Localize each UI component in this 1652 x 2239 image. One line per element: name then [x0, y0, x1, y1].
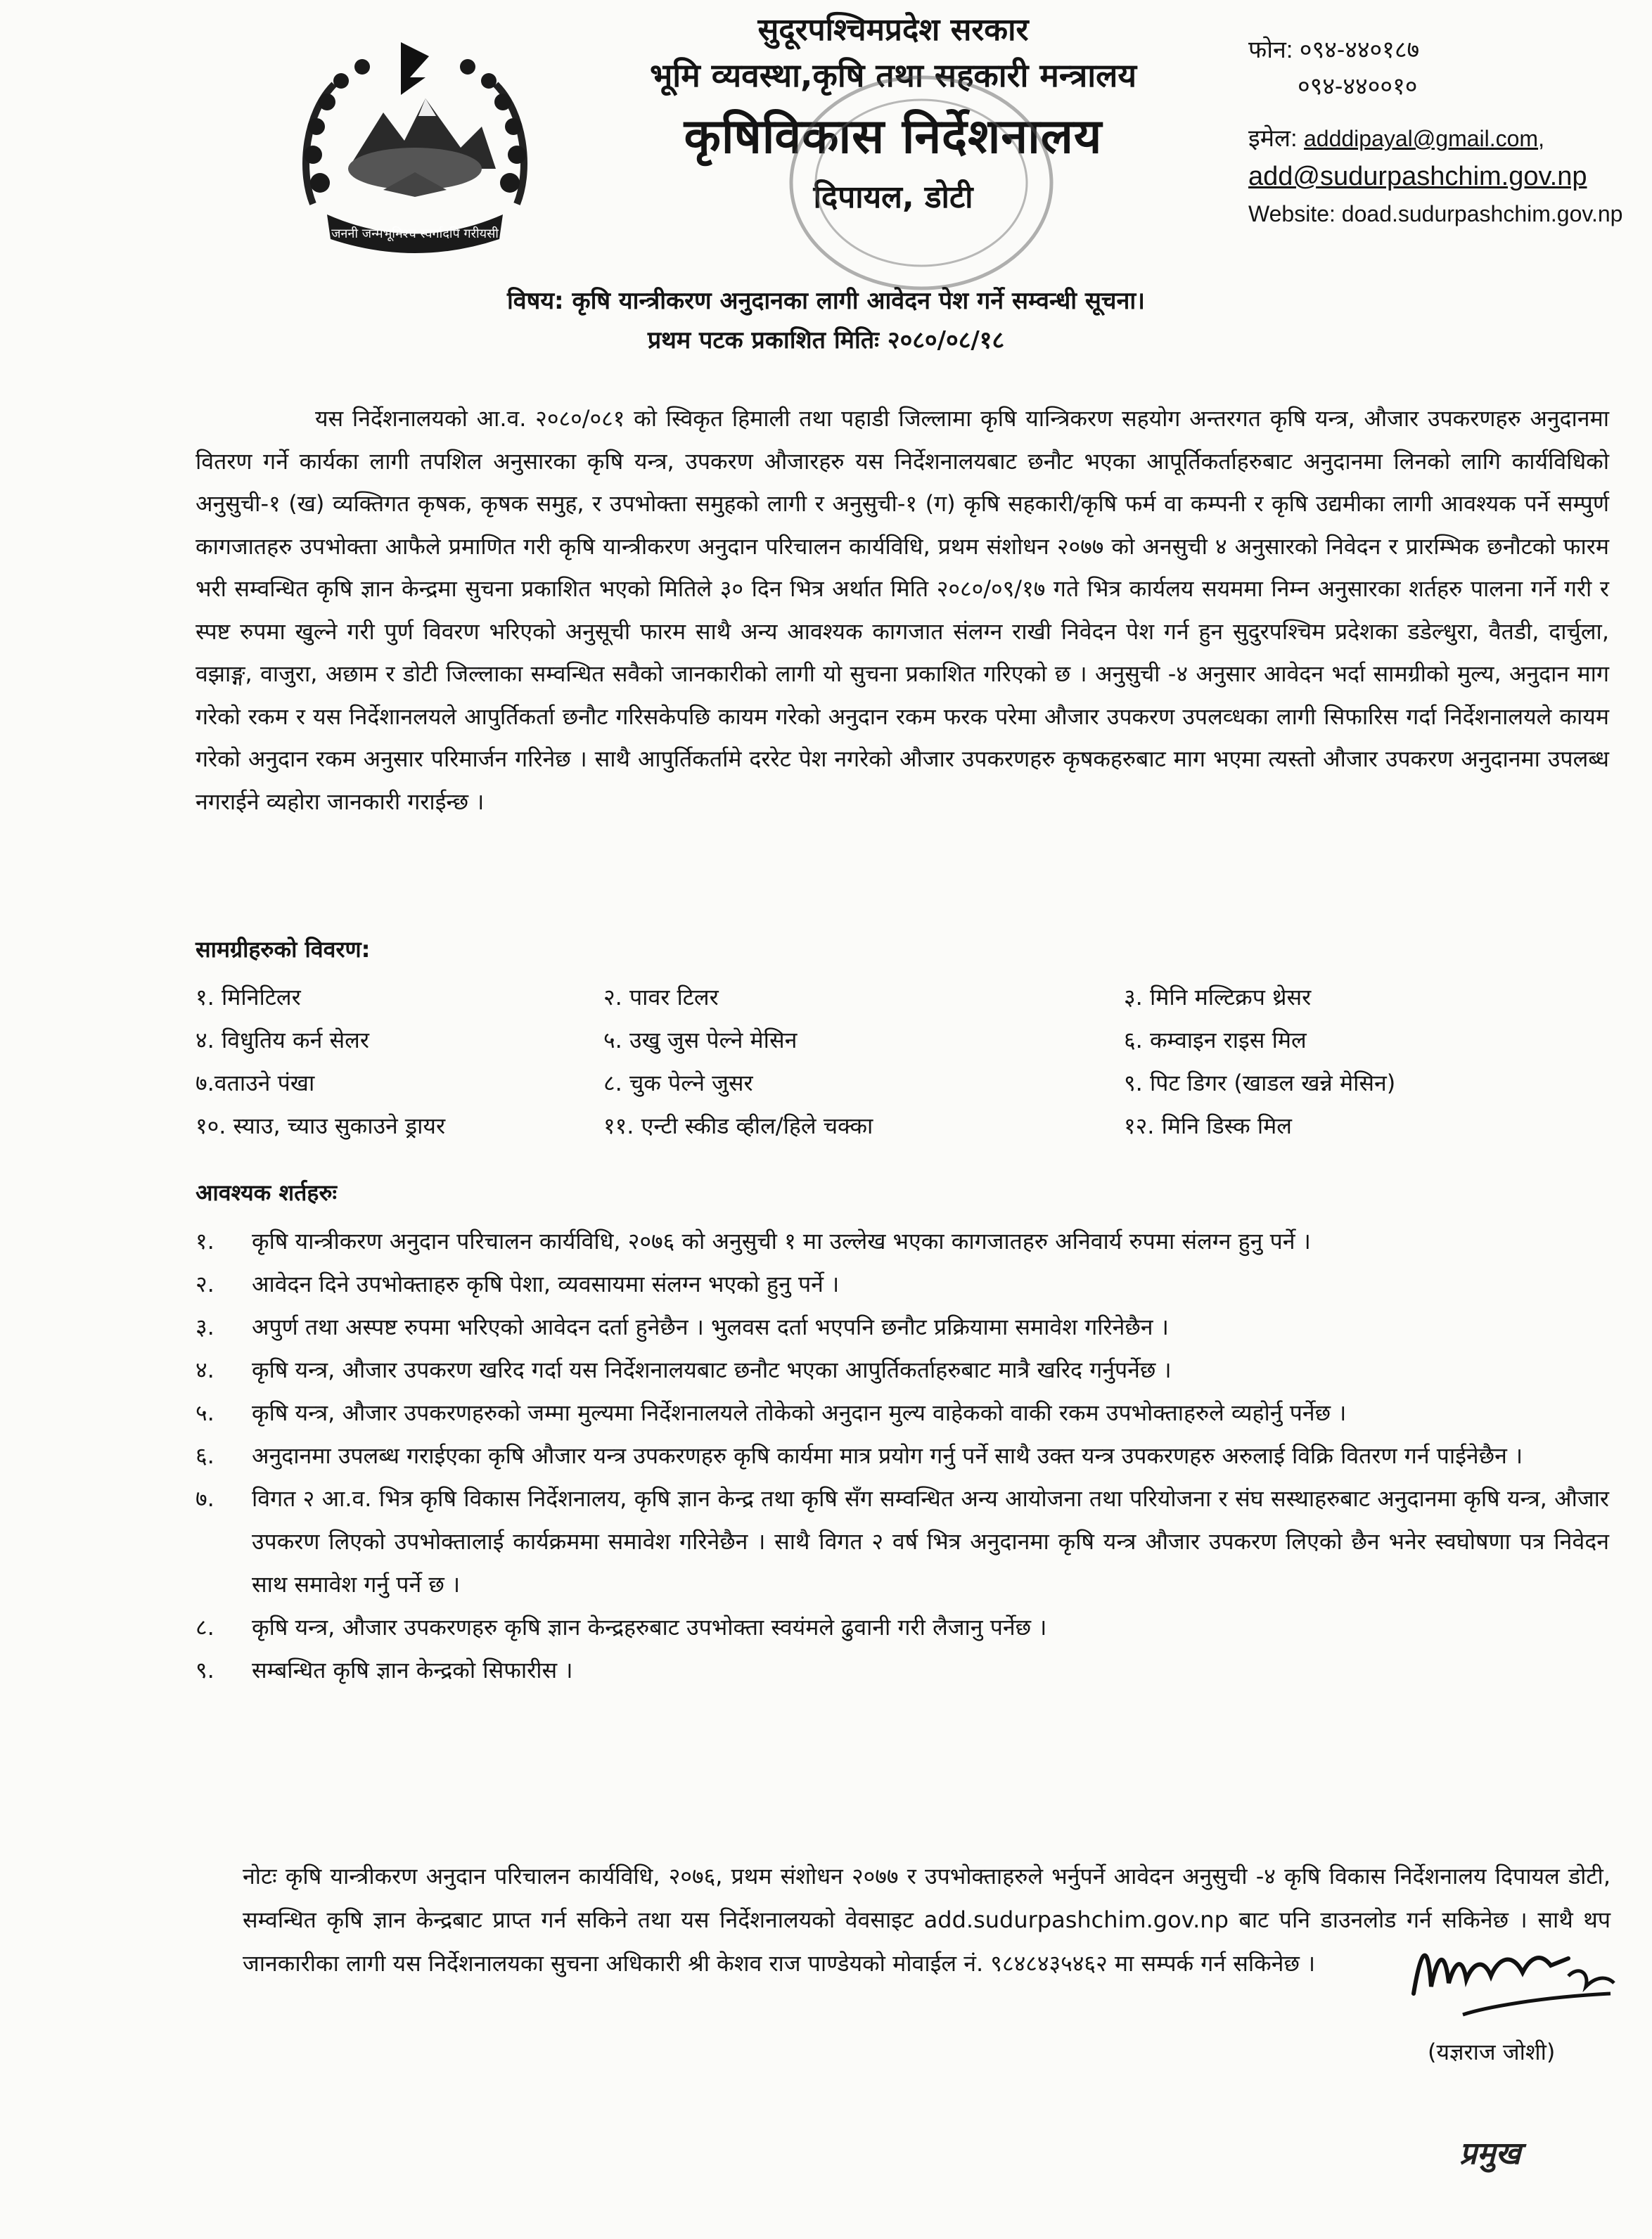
condition-number: ६. [196, 1442, 214, 1469]
materials-row [196, 1020, 1616, 1063]
signer-name: (यज्ञराज जोशी) [1428, 2039, 1556, 2065]
conditions-list [196, 1220, 1609, 1692]
phone-2: ०९४-४४००१० [1298, 73, 1418, 100]
condition-item [196, 1349, 1609, 1392]
condition-item [196, 1649, 1609, 1692]
condition-number: ३. [196, 1314, 214, 1340]
subject-block [176, 281, 1476, 360]
subject-title: विषय: कृषि यान्त्रीकरण अनुदानका लागी आवेदन पेश गर्ने सम्वन्धी सूचना। [506, 287, 1146, 315]
condition-text: अपुर्ण तथा अस्पष्ट रुपमा भरिएको आवेदन दर्ता हुनेछैन । भुलवस दर्ता भएपनि छनौट प्रक्रियामा समावेश गरिनेछैन । [252, 1314, 1169, 1340]
condition-number: ४. [196, 1356, 214, 1383]
condition-number: ५. [196, 1399, 214, 1426]
condition-item [196, 1606, 1609, 1649]
office-stamp [781, 67, 1062, 299]
materials-list [196, 977, 1616, 1149]
office-location: दिपायल, डोटी [813, 179, 973, 215]
nepal-emblem-icon [285, 28, 545, 260]
materials-title: सामग्रीहरुको विवरण: [196, 936, 371, 963]
condition-number: २. [196, 1271, 214, 1297]
condition-item [196, 1435, 1609, 1477]
material-item: १०. स्याउ, च्याउ सुकाउने ड्रायर [196, 1112, 446, 1139]
condition-text: कृषि यन्त्र, औजार उपकरणहरु कृषि ज्ञान केन्द्रहरुबाट उपभोक्ता स्वयंमले ढुवानी गरी लैजानु पर्नेछ । [252, 1614, 1047, 1641]
email-link-2[interactable]: add@sudurpashchim.gov.np [1248, 162, 1587, 191]
ministry-name: भूमि व्यवस्था,कृषि तथा सहकारी मन्त्रालय [649, 56, 1137, 94]
website-text: Website: doad.sudurpashchim.gov.np [1248, 201, 1623, 226]
condition-number: १. [196, 1228, 214, 1255]
condition-text: विगत २ आ.व. भित्र कृषि विकास निर्देशनालय, कृषि ज्ञान केन्द्र तथा कृषि सँग सम्वन्धित अन्य आयोजना तथा परियोजना र संघ सस्थाहरुबाट अनुदानमा कृषि यन्त्र, औजार उपकरण लिएको उपभोक्तालाई कार्यक्रममा समावेश गरिनेछैन । साथै विगत २ वर्ष भित्र अनुदानमा कृषि यन्त्र औजार उपकरण लिएको छैन भनेर स्वघोषणा पत्र निवेदन साथ समावेश गर्नु पर्ने छ । [252, 1485, 1609, 1598]
govt-name: सुदूरपश्चिमप्रदेश सरकार [757, 12, 1029, 48]
signer-title: प्रमुख [1459, 2136, 1521, 2171]
material-item: ७.वताउने पंखा [196, 1070, 315, 1096]
condition-text: अनुदानमा उपलब्ध गराईएका कृषि औजार यन्त्र उपकरणहरु कृषि कार्यमा मात्र प्रयोग गर्नु पर्ने साथै उक्त यन्त्र उपकरणहरु अरुलाई विक्रि वितरण गर्न पाईनेछैन । [252, 1442, 1523, 1469]
material-item: ५. उखु जुस पेल्ने मेसिन [603, 1027, 798, 1053]
email-link-1[interactable]: adddipayal@gmail.com, [1303, 126, 1544, 151]
condition-number: ८. [196, 1614, 214, 1641]
material-item: २. पावर टिलर [603, 984, 719, 1011]
materials-row [196, 977, 1616, 1020]
condition-text: आवेदन दिने उपभोक्ताहरु कृषि पेशा, व्यवसायमा संलग्न भएको हुनु पर्ने । [252, 1271, 840, 1297]
material-item: ११. एन्टी स्कीड व्हील/हिले चक्का [603, 1112, 873, 1139]
material-item: ८. चुक पेल्ने जुसर [603, 1070, 753, 1096]
contact-block [1248, 32, 1642, 231]
materials-row [196, 1106, 1616, 1149]
condition-item [196, 1220, 1609, 1263]
material-item: ३. मिनि मल्टिक्रप थ्रेसर [1124, 984, 1312, 1011]
material-item: ४. विधुतिय कर्न सेलर [196, 1027, 369, 1053]
material-item: ६. कम्वाइन राइस मिल [1124, 1027, 1307, 1053]
condition-text: कृषि यन्त्र, औजार उपकरण खरिद गर्दा यस निर्देशनालयबाट छनौट भएका आपुर्तिकर्ताहरुबाट मात्रै खरिद गर्नुपर्नेछ । [252, 1356, 1172, 1383]
condition-item [196, 1392, 1609, 1435]
materials-row [196, 1063, 1616, 1106]
material-item: ९. पिट डिगर (खाडल खन्ने मेसिन) [1124, 1070, 1396, 1096]
condition-number: ९. [196, 1657, 214, 1683]
condition-text: कृषि यन्त्र, औजार उपकरणहरुको जम्मा मुल्यमा निर्देशनालयले तोकेको अनुदान मुल्य वाहेकको वाकी रकम उपभोक्ताहरुले व्यहोर्नु पर्नेछ । [252, 1399, 1347, 1426]
condition-item [196, 1263, 1609, 1306]
emblem-motto: जननी जन्मभूमिश्च स्वर्गादपि गरीयसी [331, 226, 499, 241]
office-name: कृषिविकास निर्देशनालय [684, 109, 1103, 165]
note-paragraph: नोटः कृषि यान्त्रीकरण अनुदान परिचालन कार्यविधि, २०७६, प्रथम संशोधन २०७७ र उपभोक्ताहरुले भर्नुपर्ने आवेदन अनुसुची -४ कृषि विकास निर्देशनालय दिपायल डोटी, सम्वन्धित कृषि ज्ञान केन्द्रबाट प्राप्त गर्न सकिने तथा यस निर्देशनालयको वेवसाइट add.sudurpashchim.gov.np बाट पनि डाउनलोड गर्न सकिनेछ । साथै थप जानकारीका लागी यस निर्देशनालयका सुचना अधिकारी श्री केशव राज पाण्डेयको मोवाईल नं. ९८४८४३५४६२ मा सम्पर्क गर्न सकिनेछ । [243, 1863, 1611, 1977]
condition-text: कृषि यान्त्रीकरण अनुदान परिचालन कार्यविधि, २०७६ को अनुसुची १ मा उल्लेख भएका कागजातहरु अनिवार्य रुपमा संलग्न हुनु पर्ने । [252, 1228, 1311, 1255]
notice-body: यस निर्देशनालयको आ.व. २०८०/०८१ को स्विकृत हिमाली तथा पहाडी जिल्लामा कृषि यान्त्रिकरण सहयोग अन्तरगत कृषि यन्त्र, औजार उपकरणहरु अनुदानमा वितरण गर्ने कार्यका लागी तपशिल अनुसारका कृषि यन्त्र, उपकरण औजारहरु यस निर्देशनालयबाट छनौट भएका आपूर्तिकर्ताहरुबाट अनुदानमा लिनको लागि कार्यविधिको अनुसुची-१ (ख) व्यक्तिगत कृषक, कृषक समुह, र उपभोक्ता समुहको लागी र अनुसुची-१ (ग) कृषि सहकारी/कृषि फर्म वा कम्पनी र कृषि उद्यमीका लागी आवश्यक पर्ने सम्पुर्ण कागजातहरु उपभोक्ता आफैले प्रमाणित गरी कृषि यान्त्रीकरण अनुदान परिचालन कार्यविधि, प्रथम संशोधन २०७७ को अनसुची ४ अनुसारको निवेदन र प्रारम्भिक छनौटको फारम भरी सम्वन्धित कृषि ज्ञान केन्द्रमा सुचना प्रकाशित भएको मितिले ३० दिन भित्र अर्थात मिति २०८०/०९/१७ गते भित्र कार्यलय सयममा निम्न अनुसारका शर्तहरु पालना गर्ने गरी र स्पष्ट रुपमा खुल्ने गरी पुर्ण विवरण भरिएको अनुसूची फारम साथै अन्य आवश्यक कागजात संलग्न राखी निवेदन पेश गर्न हुन सुदुरपश्चिम प्रदेशका डडेल्धुरा, वैतडी, दार्चुला, वझाङ्ग, वाजुरा, अछाम र डोटी जिल्लाका सम्वन्धित सवैको जानकारीको लागी यो सुचना प्रकाशित गरिएको छ । अनुसुची -४ अनुसार आवेदन भर्दा सामग्रीको मुल्य, अनुदान माग गरेको रकम र यस निर्देशानलयले आपुर्तिकर्ता छनौट गरिसकेपछि कायम गरेको अनुदान रकम फरक परेमा औजार उपकरण उपलव्धका लागी सिफारिस गर्दा निर्देशनालयले कायम गरेको अनुदान रकम अनुसार परिमार्जन गरिनेछ । साथै आपुर्तिकर्तामे दररेट पेश नगरेको औजार उपकरणहरु कृषकहरुबाट माग भएमा त्यस्तो औजार उपकरण अनुदानमा उपलब्ध नगराईने व्यहोरा जानकारी गराईन्छ । [196, 405, 1609, 815]
material-item: १२. मिनि डिस्क मिल [1124, 1112, 1292, 1139]
condition-item [196, 1306, 1609, 1349]
condition-item [196, 1477, 1609, 1606]
phone-1: फोन: ०९४-४४०१८७ [1248, 37, 1420, 63]
condition-number: ७. [196, 1485, 214, 1512]
email-label: इमेल: [1248, 125, 1298, 152]
handwritten-signature [1400, 1909, 1625, 2029]
publish-date: प्रथम पटक प्रकाशित मितिः २०८०/०८/१८ [647, 326, 1005, 354]
condition-text: सम्बन्धित कृषि ज्ञान केन्द्रको सिफारीस । [252, 1657, 573, 1683]
conditions-title: आवश्यक शर्तहरुः [196, 1179, 337, 1206]
material-item: १. मिनिटिलर [196, 984, 301, 1011]
